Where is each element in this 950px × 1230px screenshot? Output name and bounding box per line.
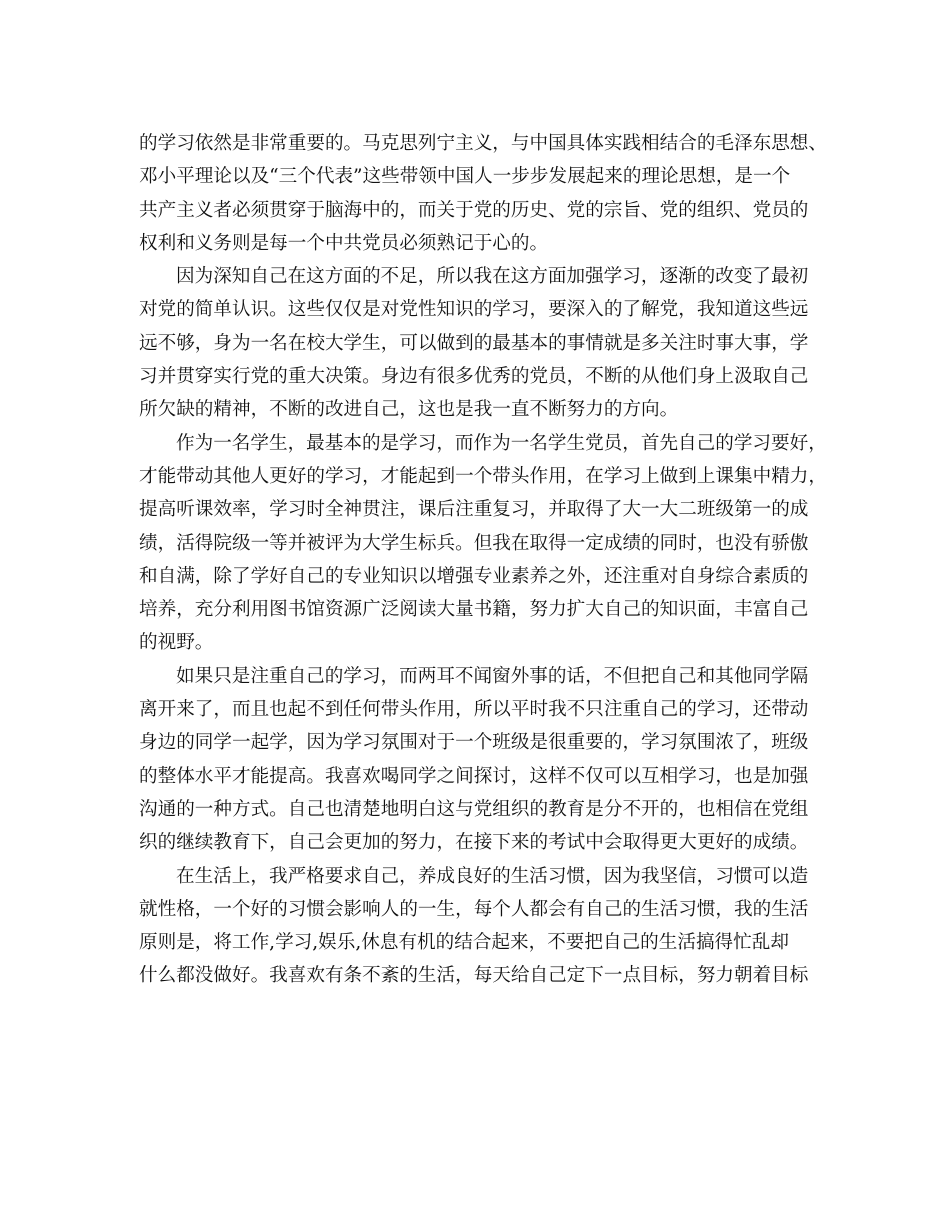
text-line: 就性格，一个好的习惯会影响人的一生，每个人都会有自己的生活习惯，我的生活 — [139, 898, 809, 920]
paragraph-1 — [139, 127, 827, 260]
paragraph-4 — [139, 660, 819, 860]
text-line: 离开来了，而且也起不到任何带头作用，所以平时我不只注重自己的学习，还带动 — [139, 699, 809, 721]
text-line: 和自满，除了学好自己的专业知识以增强专业素养之外，还注重对自身综合素质的 — [139, 565, 809, 587]
text-line: 的整体水平才能提高。我喜欢喝同学之间探讨，这样不仅可以互相学习，也是加强 — [139, 765, 809, 787]
text-line: 身边的同学一起学，因为学习氛围对于一个班级是很重要的，学习氛围浓了，班级 — [139, 732, 809, 754]
text-line: 沟通的一种方式。自己也清楚地明白这与党组织的教育是分不开的，也相信在党组 — [139, 798, 809, 820]
text-line: 习并贯穿实行党的重大决策。身边有很多优秀的党员，不断的从他们身上汲取自己 — [139, 366, 809, 388]
paragraph-5 — [139, 860, 819, 993]
text-line: 才能带动其他人更好的学习，才能起到一个带头作用，在学习上做到上课集中精力， — [139, 465, 827, 487]
text-line: 原则是，将工作,学习,娱乐,休息有机的结合起来，不要把自己的生活搞得忙乱却 — [139, 932, 789, 954]
text-line: 在生活上，我严格要求自己，养成良好的生活习惯，因为我坚信，习惯可以造 — [176, 865, 809, 887]
text-line: 什么都没做好。我喜欢有条不紊的生活，每天给自己定下一点目标，努力朝着目标 — [139, 965, 809, 987]
text-line: 远不够，身为一名在校大学生，可以做到的最基本的事情就是多关注时事大事，学 — [139, 332, 809, 354]
text-line: 所欠缺的精神，不断的改进自己，这也是我一直不断努力的方向。 — [139, 399, 679, 421]
text-line: 因为深知自己在这方面的不足，所以我在这方面加强学习，逐渐的改变了最初 — [176, 266, 809, 288]
text-line: 的视野。 — [139, 632, 214, 654]
text-line: 如果只是注重自己的学习，而两耳不闻窗外事的话，不但把自己和其他同学隔 — [176, 665, 809, 687]
text-line: 绩，活得院级一等并被评为大学生标兵。但我在取得一定成绩的同时，也没有骄傲 — [139, 532, 809, 554]
text-line: 共产主义者必须贯穿于脑海中的，而关于党的历史、党的宗旨、党的组织、党员的 — [139, 199, 809, 221]
text-line: 织的继续教育下，自己会更加的努力，在接下来的考试中会取得更大更好的成绩。 — [139, 832, 809, 854]
paragraph-2 — [139, 260, 819, 426]
text-line: 权利和义务则是每一个中共党员必须熟记于心的。 — [139, 232, 549, 254]
text-line: 对党的简单认识。这些仅仅是对党性知识的学习，要深入的了解党，我知道这些远 — [139, 299, 809, 321]
text-line: 邓小平理论以及“三个代表”这些带领中国人一步步发展起来的理论思想，是一个 — [139, 166, 791, 188]
text-line: 作为一名学生，最基本的是学习，而作为一名学生党员，首先自己的学习要好， — [176, 432, 827, 454]
text-line: 提高听课效率，学习时全神贯注，课后注重复习，并取得了大一大二班级第一的成 — [139, 499, 809, 521]
body-text — [139, 127, 827, 993]
paragraph-3 — [139, 427, 827, 660]
text-line: 培养，充分利用图书馆资源广泛阅读大量书籍，努力扩大自己的知识面，丰富自己 — [139, 599, 809, 621]
text-line: 的学习依然是非常重要的。马克思列宁主义，与中国具体实践相结合的毛泽东思想、 — [139, 133, 827, 154]
